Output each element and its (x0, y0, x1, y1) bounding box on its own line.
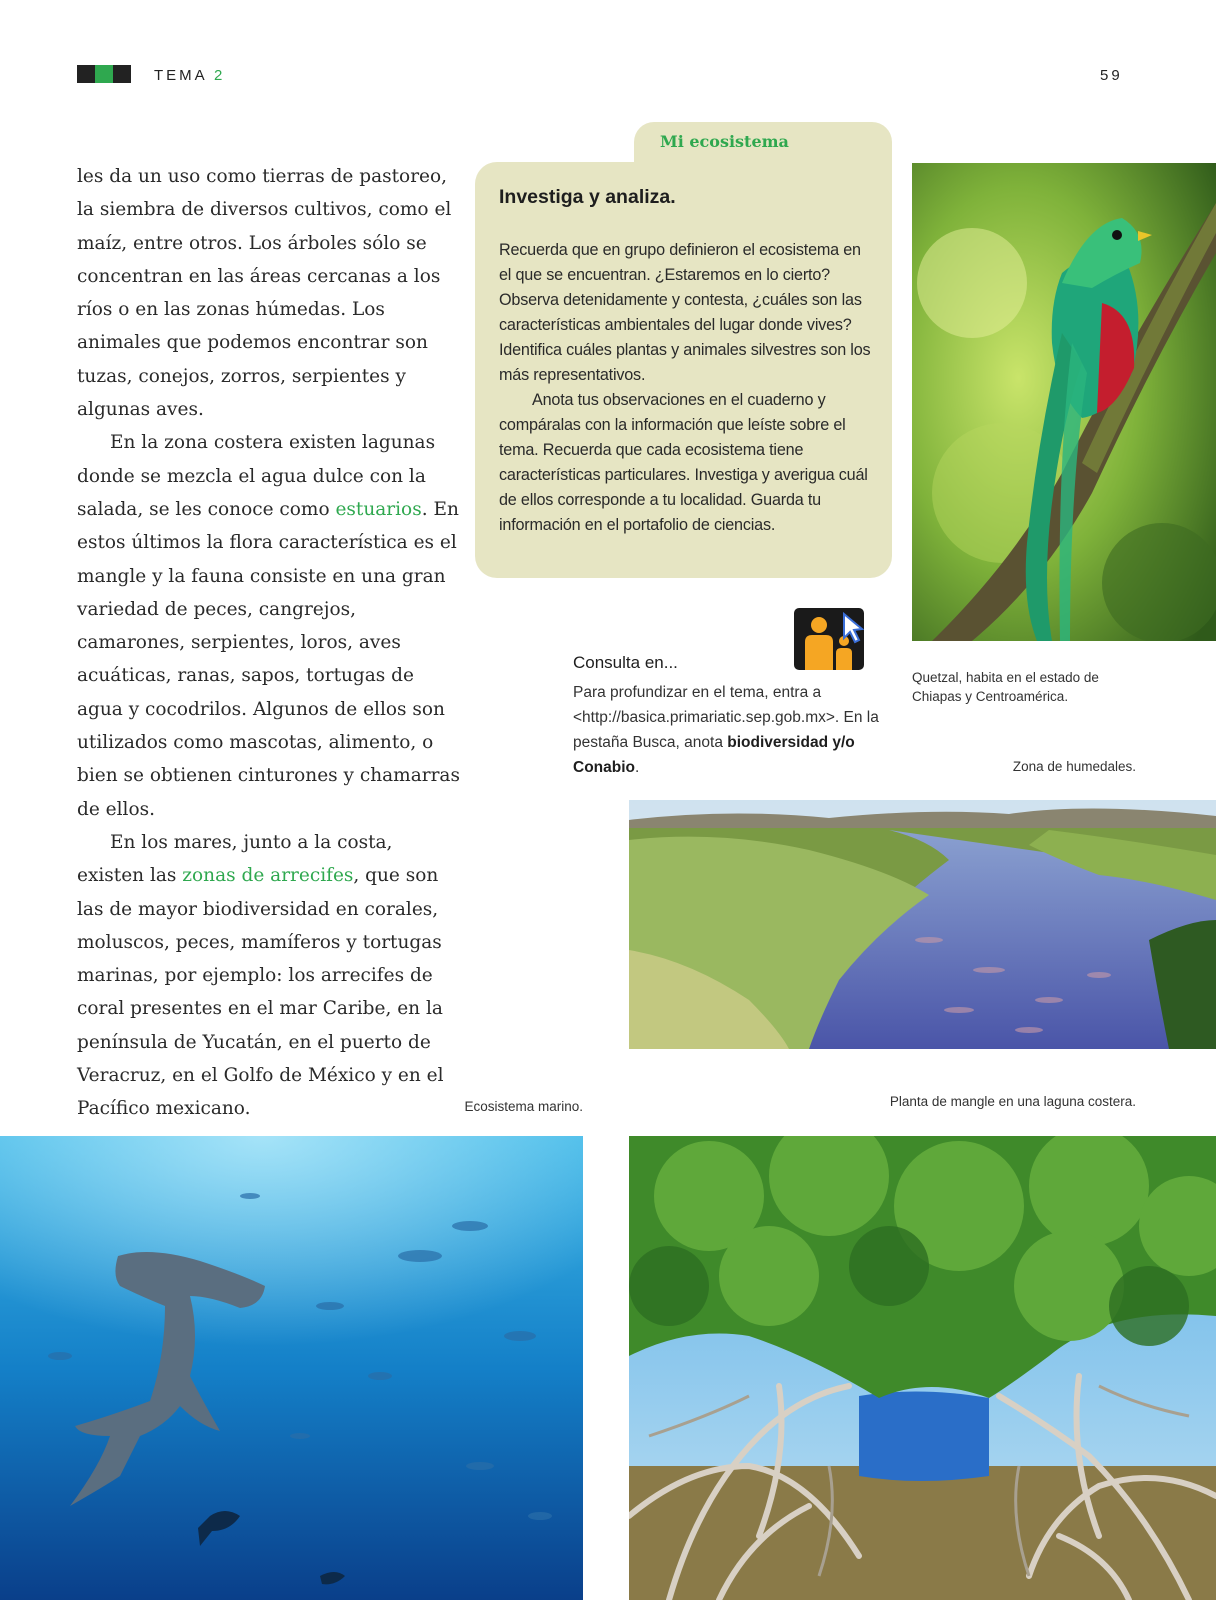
header-block-dark (113, 65, 131, 83)
tema-number: 2 (214, 67, 226, 84)
header-block-green (95, 65, 113, 83)
main-text (77, 160, 462, 1126)
paragraph-3: En los mares, junto a la costa, existen las zonas de arrecifes, que son las de mayor biodiversidad en corales, moluscos, peces, mamíferos y tortugas marinas, por ejemplo: los arrecifes de coral presentes en el mar Caribe, en la península de Yucatán, en el puerto de Veracruz, en el Golfo de México y en el Pacífico mexicano. (77, 831, 444, 1120)
mangrove-photo (629, 1136, 1216, 1600)
humedales-caption: Zona de humedales. (1012, 759, 1136, 774)
term-estuarios[interactable]: estuarios (335, 498, 422, 520)
consulta-text: Para profundizar en el tema, entra a <http://basica.primariatic.sep.gob.mx>. En la pestaña Busca, anota biodiversidad y/o Conabio. (573, 684, 879, 776)
quetzal-caption: Quetzal, habita en el estado de Chiapas y Centroamérica. (912, 670, 1099, 704)
header-color-blocks (77, 65, 131, 83)
page-number: 59 (1100, 67, 1123, 84)
section-label (154, 67, 225, 84)
activity-paragraph-1: Recuerda que en grupo definieron el ecosistema en el que se encuentran. ¿Estaremos en lo cierto? Observa detenidamente y contesta, ¿cuáles son las características ambientales del lugar donde vives? Identifica cuáles plantas y animales silvestres son los más representativos. (499, 241, 871, 384)
tema-label: TEMA (154, 67, 207, 84)
computer-user-icon (794, 608, 864, 670)
activity-text (499, 238, 874, 538)
humedales-photo (629, 800, 1216, 1049)
paragraph-1: les da un uso como tierras de pastoreo, la siembra de diversos cultivos, como el maíz, entre otros. Los árboles sólo se concentran en las áreas cercanas a los ríos o en las zonas húmedas. Los animales que podemos encontrar son tuzas, conejos, zorros, serpientes y algunas aves. (77, 166, 452, 421)
consulta-title: Consulta en... (573, 653, 678, 672)
marine-ecosystem-photo (0, 1136, 583, 1600)
consulta-keywords: biodiversidad y/o Conabio (573, 734, 855, 776)
paragraph-2: En la zona costera existen lagunas donde se mezcla el agua dulce con la salada, se les conoce como estuarios. En estos últimos la flora característica es el mangle y la fauna consiste en una gran variedad de peces, cangrejos, camarones, serpientes, loros, aves acuáticas, ranas, sapos, tortugas de agua y cocodrilos. Algunos de ellos son utilizados como mascotas, alimento, o bien se obtienen cinturones y chamarras de ellos. (77, 432, 460, 820)
mangle-caption: Planta de mangle en una laguna costera. (889, 1094, 1136, 1109)
activity-title: Investiga y analiza. (499, 186, 676, 208)
quetzal-photo (912, 163, 1216, 641)
activity-tab-label: Mi ecosistema (660, 132, 789, 151)
term-arrecifes[interactable]: zonas de arrecifes (182, 865, 354, 887)
activity-paragraph-2: Anota tus observaciones en el cuaderno y compáralas con la información que leíste sobre el tema. Recuerda que cada ecosistema tiene características particulares. Investiga y averigua cuál de ellos corresponde a tu localidad. Guarda tu información en el portafolio de ciencias. (499, 391, 868, 534)
header-block-dark (77, 65, 95, 83)
marino-caption: Ecosistema marino. (464, 1099, 583, 1114)
